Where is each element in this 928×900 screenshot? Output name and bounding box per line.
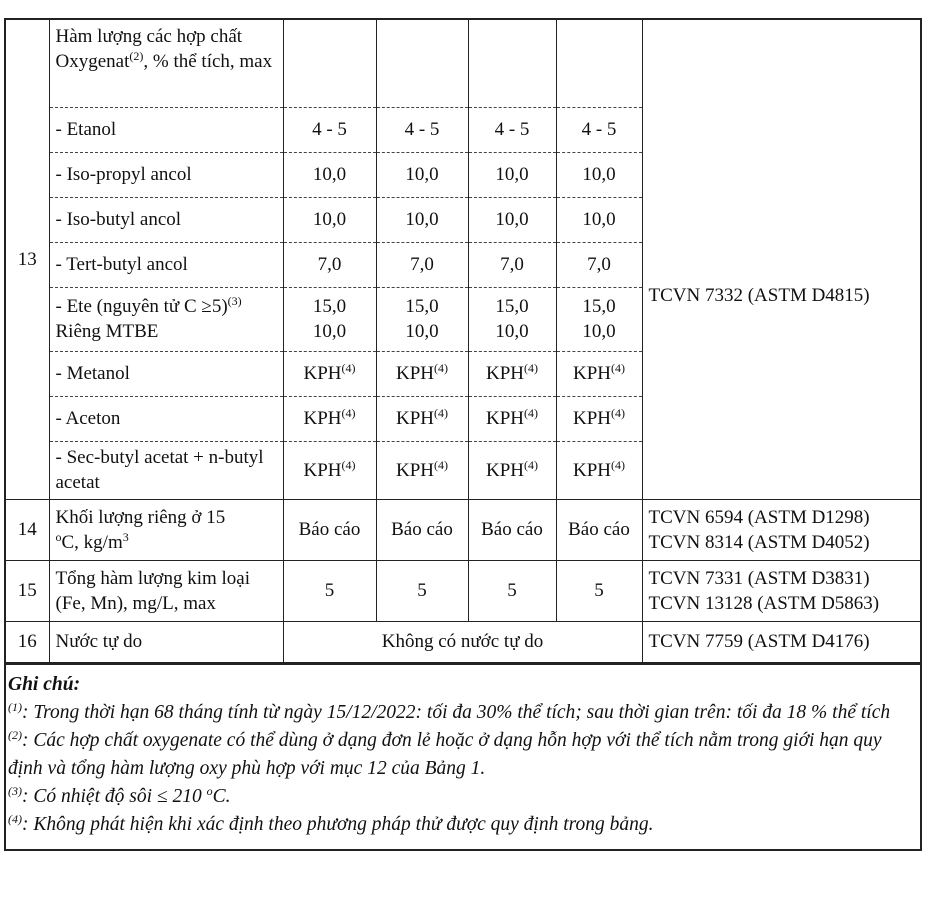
row-13-number: 13 xyxy=(5,19,49,499)
spec-document xyxy=(4,18,920,851)
row-16-name: Nước tự do xyxy=(49,621,283,663)
note-3: $^{(3)}$: Có nhiệt độ sôi ≤ 210 $^o$C. xyxy=(8,784,231,807)
row-13-header xyxy=(5,19,921,107)
item-metanol: - Metanol KPH$^{(4)}$ KPH$^{(4)}$ KPH$^{(4)}$ KPH$^{(4)}$ xyxy=(5,351,921,396)
row-13-standard: TCVN 7332 (ASTM D4815) xyxy=(642,19,921,499)
item-iso-butyl: - Iso-butyl ancol 10,0 10,0 10,0 10,0 xyxy=(5,197,921,242)
notes-section xyxy=(4,664,922,851)
item-tert-butyl: - Tert-butyl ancol 7,0 7,0 7,0 7,0 xyxy=(5,242,921,287)
row-16-value: Không có nước tự do xyxy=(283,621,642,663)
row-14: 14 Khối lượng riêng ở 15 $^o$C, $kg/m^3$ Báo cáo Báo cáo Báo cáo Báo cáo TCVN 6594 (ASTM D1298) TCVN 8314 (ASTM D4052) xyxy=(5,499,921,560)
row-16: 16 Nước tự do Không có nước tự do TCVN 7759 (ASTM D4176) xyxy=(5,621,921,663)
item-sec-butyl: - Sec-butyl acetat + n-butyl acetat KPH$^{(4)}$ KPH$^{(4)}$ KPH$^{(4)}$ KPH$^{(4)}$ xyxy=(5,441,921,499)
item-etanol: - Etanol 4 - 5 4 - 5 4 - 5 4 - 5 xyxy=(5,107,921,152)
row-15-name: Tổng hàm lượng kim loại (Fe, Mn), mg/L, max xyxy=(49,560,283,621)
row-14-name: Khối lượng riêng ở 15 $^o$C, $kg/m^3$ xyxy=(49,499,283,560)
note-2: $^{(2)}$: Các hợp chất oxygenate có thể dùng ở dạng đơn lẻ hoặc ở dạng hỗn hợp với thể tích nằm trong giới hạn quy định và tổng hàm lượng oxy phù hợp với mục 12 của Bảng 1. xyxy=(8,728,882,779)
row-15: 15 Tổng hàm lượng kim loại (Fe, Mn), mg/L, max 5 5 5 5 TCVN 7331 (ASTM D3831) TCVN 13128 (ASTM D5863) xyxy=(5,560,921,621)
spec-table xyxy=(4,18,922,664)
item-ete: - Ete (nguyên tử C ≥5)$^{(3)}$ Riêng MTBE 15,0 10,0 15,0 10,0 15,0 10,0 15,0 10,0 xyxy=(5,287,921,351)
note-1: $^{(1)}$: Trong thời hạn 68 tháng tính từ ngày 15/12/2022: tối đa 30% thể tích; sau thời gian trên: tối đa 18 % thể tích xyxy=(8,700,891,723)
item-aceton: - Aceton KPH$^{(4)}$ KPH$^{(4)}$ KPH$^{(4)}$ KPH$^{(4)}$ xyxy=(5,396,921,441)
notes-title: Ghi chú: xyxy=(8,674,81,695)
item-iso-propyl: - Iso-propyl ancol 10,0 10,0 10,0 10,0 xyxy=(5,152,921,197)
row-13-title: Hàm lượng các hợp chất Oxygenat$^{(2)}$, % thể tích, max xyxy=(49,19,283,107)
note-4: $^{(4)}$: Không phát hiện khi xác định theo phương pháp thử được quy định trong bảng. xyxy=(8,812,654,835)
